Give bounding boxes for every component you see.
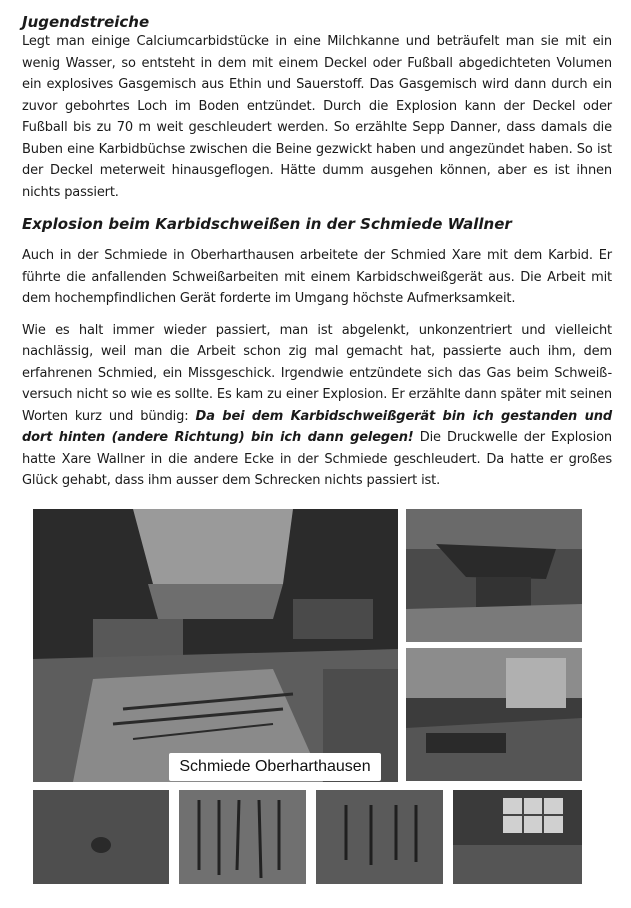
- photo-wall-detail: [33, 790, 169, 884]
- heading-jugendstreiche: Jugendstreiche: [22, 13, 150, 31]
- quote-schmied: Da bei dem Karbidschweißgerät bin ich gestanden und dort hinten (andere Richtung) bin ich dann gelegen!: [22, 408, 612, 445]
- photo-caption-text: Schmiede Oberharthausen: [179, 758, 371, 775]
- paragraph-jugendstreiche: Legt man einige Calciumcarbidstücke in eine Milchkanne und beträufelt man sie mit ein wenig Wasser, so entsteht in dem mit einem Deckel oder Fußball abgedichteten Volumen ein explosives Gasgemisch aus Ethin und Sauerstoff. Das Gasgemisch wird dann durch ein zuvor gebohrtes Loch im Boden entzündet. Durch die Explosion kann der Deckel oder Fußball bis zu 70 m weit geschleudert werden. So erzählte Sepp Danner, dass damals die Buben eine Karbidbüchse zwischen die Beine gezwickt haben und angezündet haben. So ist der Deckel meterweit hinausgeflogen. Hätte dumm ausgehen können, aber es ist ihnen nichts passiert.: [22, 34, 612, 200]
- photo-tongs-rack: [179, 790, 306, 884]
- photo-window-workbench: [453, 790, 582, 884]
- photo-forge-main: [33, 509, 398, 782]
- photo-anvil: [406, 509, 582, 642]
- paragraph-missgeschick: [22, 320, 612, 492]
- paragraph-missgeschick-end: Die Druckwelle der Explosion hatte Xare Wallner in die andere Ecke in der Schmiede geschleudert. Da hatte er großes Glück gehabt, dass ihm ausser dem Schrecken nichts passiert ist.: [22, 430, 612, 488]
- photo-tools-wall: [316, 790, 443, 884]
- photo-caption: [169, 753, 381, 781]
- document-page: [22, 10, 612, 492]
- heading-explosion: Explosion beim Karbidschweißen in der Schmiede Wallner: [22, 215, 512, 233]
- paragraph-missgeschick-start: Wie es halt immer wieder passiert, man ist abgelenkt, unkonzentriert und vielleicht nachlässig, weil man die Arbeit schon zig mal gemacht hat, passierte auch ihm, dem erfahrenen Schmied, ein Missgeschick. Irgendwie entzündete sich das Gas beim Schweiß-versuch nicht so wie es sollte. Es kam zu einer Explosion. Er erzählte dann später mit seinen Worten kurz und bündig:: [22, 322, 612, 424]
- paragraph-schmiede: Auch in der Schmiede in Oberharthausen arbeitete der Schmied Xare mit dem Karbid. Er führte die anfallenden Schweißarbeiten mit einem Karbidschweißgerät aus. Die Arbeit mit dem hochempfindlichen Gerät forderte im Umgang höchste Aufmerksamkeit.: [22, 248, 612, 306]
- photo-workshop: [406, 648, 582, 781]
